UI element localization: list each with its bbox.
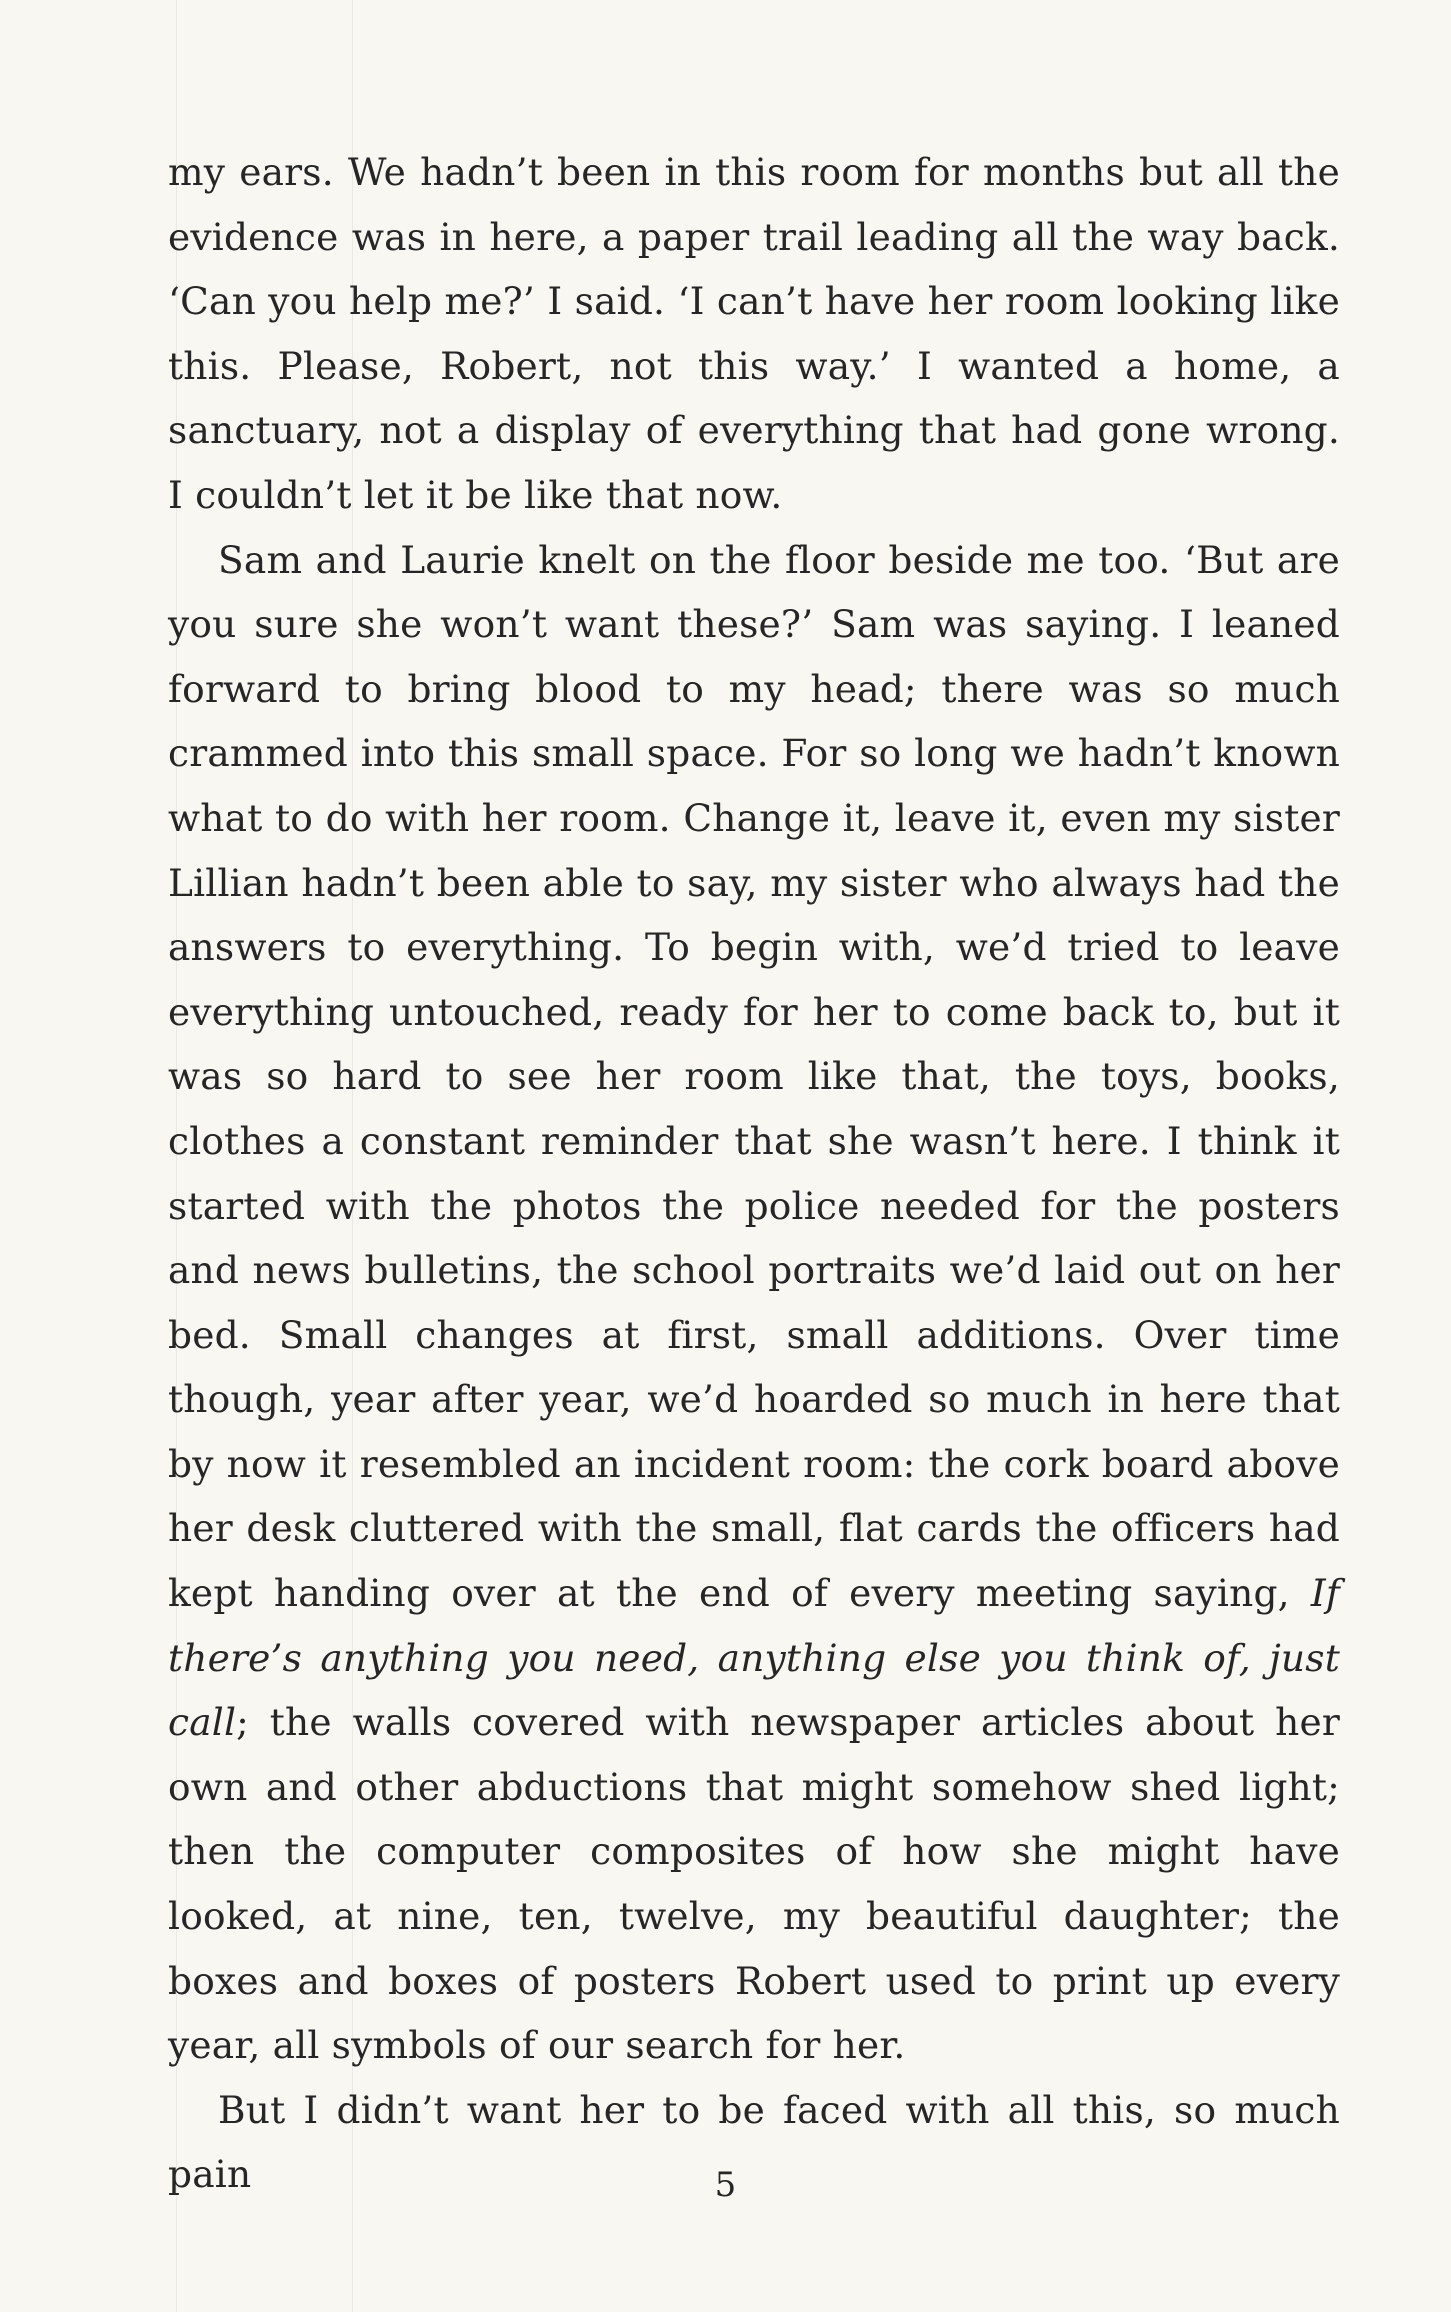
body-text (168, 140, 1340, 2207)
paragraph-text: But I didn’t want her to be faced with all this, so much pain (168, 2087, 1340, 2197)
paragraph-text: Sam and Laurie knelt on the floor beside me too. ‘But are you sure she won’t want these?’ Sam was saying. I leaned forward to bring blood to my head; there was so much crammed into this small space. For so long we hadn’t known what to do with her room. Change it, leave it, even my sister Lillian hadn’t been able to say, my sister who always had the answers to everything. To begin with, we’d tried to leave everything untouched, ready for her to come back to, but it was so hard to see her room like that, the toys, books, clothes a constant reminder that she wasn’t here. I think it started with the photos the police needed for the posters and news bulletins, the school portraits we’d laid out on her bed. Small changes at first, small additions. Over time though, year after year, we’d hoarded so much in here that by now it resembled an incident room: the cork board above her desk cluttered with the small, flat cards the officers had kept handing over at the end of every meeting saying, (168, 537, 1340, 1616)
italic-quote: If there’s anything you need, anything else you think of, just call (168, 1571, 1340, 1745)
paragraph-text: my ears. We hadn’t been in this room for months but all the evidence was in here, a paper trail leading all the way back. ‘Can you help me?’ I said. ‘I can’t have her room looking like this. Please, Robert, not this way.’ I wanted a home, a sanctuary, not a display of everything that had gone wrong. I couldn’t let it be like that now. (168, 150, 1340, 517)
paragraph (168, 140, 1340, 528)
page-number: 5 (714, 2165, 737, 2205)
paragraph (168, 528, 1340, 2078)
paragraph-text: ; the walls covered with newspaper articles about her own and other abductions that might somehow shed light; then the computer composites of how she might have looked, at nine, ten, twelve, my beautiful daughter; the boxes and boxes of posters Robert used to print up every year, all symbols of our search for her. (168, 1700, 1340, 2068)
